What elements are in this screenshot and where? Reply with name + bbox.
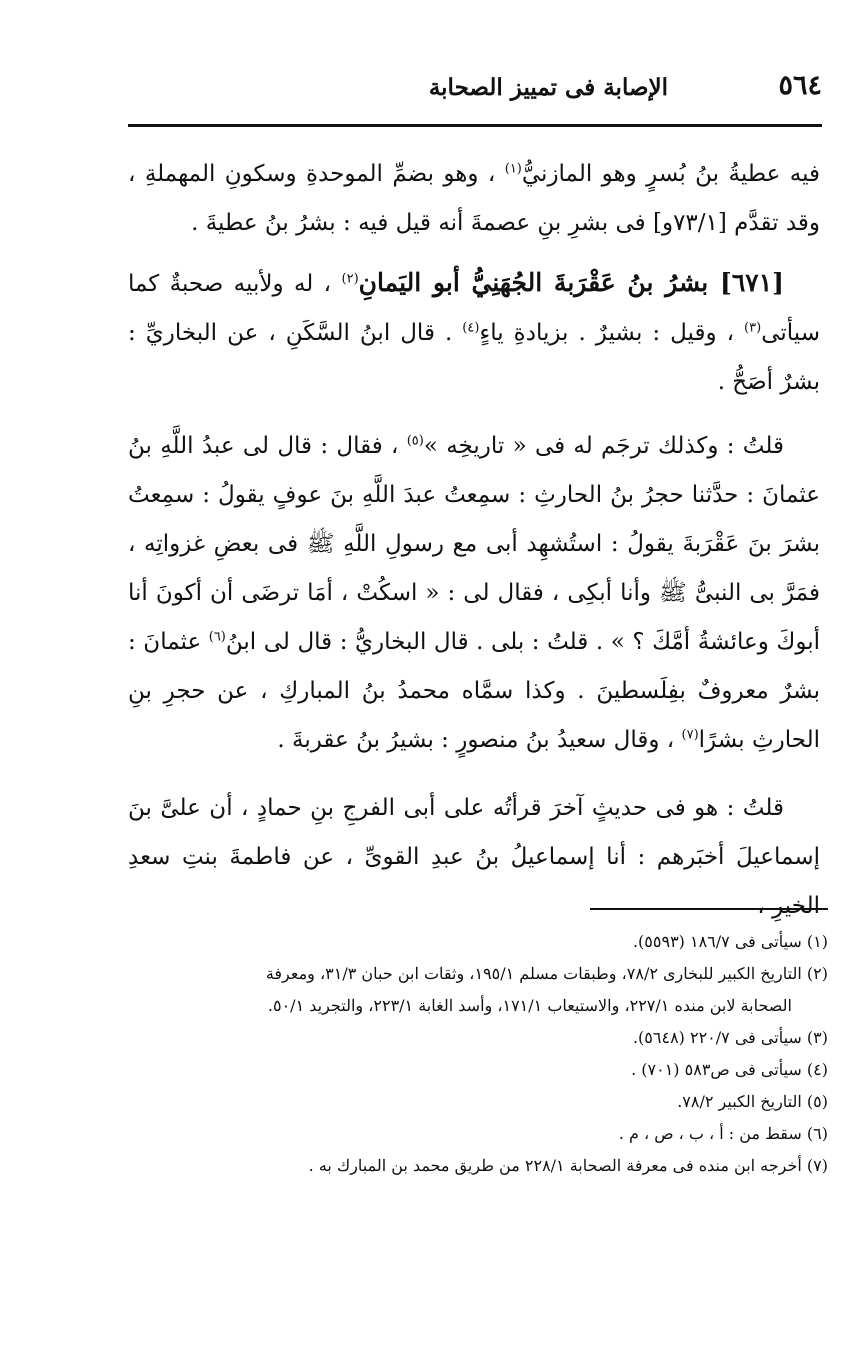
footnote-text: سيأتى فى ص٥٨٣ (٧٠١) . [631,1060,802,1079]
text-run: ، وقيل : بشيرٌ . بزيادةِ ياءٍ [479,320,735,346]
footnote-ref[interactable]: (٣) [744,320,762,336]
footnote [128,926,828,958]
footnote-text: أخرجه ابن منده فى معرفة الصحابة ٢٢٨/١ من طريق محمد بن المبارك به . [308,1156,802,1175]
text-run: ، وقال سعيدُ بنُ منصورٍ : بشيرُ بنُ عقربةَ . [277,727,675,753]
text-run: عثمانَ : بشرٌ معروفٌ بفِلَسطينَ . وكذا سمَّاه محمدُ بنُ المباركِ ، عن حجرِ بنِ الحارثِ بشرًا [128,629,820,753]
footnote-rule [590,908,828,910]
commentary-paragraph [128,784,820,919]
footnote-text: التاريخ الكبير للبخارى ٧٨/٢، وطبقات مسلم ١٩٥/١، وثقات ابن حبان ٣١/٣، ومعرفة [265,964,802,983]
entry-heading: [٦٧١] بشرُ بنُ عَقْرَبةَ الجُهَنِيُّ أبو اليَمانِ [358,268,784,297]
commentary-paragraph [128,422,820,768]
footnote-ref[interactable]: (٢) [341,271,359,287]
footnote-number: (٣) [806,1028,828,1047]
entry-paragraph [128,258,820,406]
footnote-ref[interactable]: (٤) [462,320,480,336]
footnote-number: (٧) [806,1156,828,1175]
footnote-ref[interactable]: (٧) [681,727,699,743]
footnote-number: (٥) [806,1092,828,1111]
footnote [128,1054,828,1086]
page-header [128,70,868,110]
running-title: الإصابة فى تمييز الصحابة [428,74,668,101]
footnote-number: (٤) [806,1060,828,1079]
footnote-ref[interactable]: (١) [504,161,522,177]
text-run: قلتُ : هو فى حديثٍ آخرَ قرأتُه على أبى الفرجِ بنِ حمادٍ ، أن علىَّ بنَ إسماعيلَ أخبَرهم : أنا إسماعيلُ بنُ عبدِ القوىِّ ، عن فاطمةَ بنتِ سعدِ الخيرِ ، [128,795,820,919]
paragraph-continuation [128,150,820,254]
footnote-text: سيأتى فى ٢٢٠/٧ (٥٦٤٨). [632,1028,802,1047]
text-run: فيه عطيةُ بنُ بُسرٍ وهو المازنيُّ [521,161,821,187]
footnote [128,1086,828,1118]
text-run: . قال ابنُ السَّكَنِ ، عن البخاريِّ : بشرٌ أصَحُّ . [128,320,820,395]
footnote-text: التاريخ الكبير ٧٨/٢. [677,1092,802,1111]
footnote [128,1022,828,1054]
footnote-number: (٢) [806,964,828,983]
page-number: ٥٦٤ [778,70,822,101]
footnote-text: سيأتى فى ١٨٦/٧ (٥٥٩٣). [632,932,802,951]
text-run: ، وهو بضمِّ الموحدةِ وسكونِ المهملةِ ، وقد تقدَّم [٧٣/١و] فى بشرِ بنِ عصمةَ أنه قيل فيه : بشرُ بنُ عطيةَ . [128,161,820,236]
footnote-text-continued: الصحابة لابن منده ٢٢٧/١، والاستيعاب ١٧١/١، وأسد الغابة ٢٢٣/١، والتجريد ٥٠/١. [267,996,792,1015]
text-run: قلتُ : وكذلك ترجَم له فى « تاريخِه » [423,433,784,459]
footnote [128,958,828,1022]
footnote-text: سقط من : أ ، ب ، ص ، م . [618,1124,802,1143]
text-run: ، فقال : قال لى عبدُ اللَّهِ بنُ عثمانَ : حدَّثنا حجرُ بنُ الحارثِ : سمِعتُ عبدَ اللَّهِ بنَ عوفٍ يقولُ : سمِعتُ بشرَ بنَ عَقْرَبةَ يقولُ : استُشهِد أبى مع رسولِ اللَّهِ ﷺ فى بعضِ غزواتِه ، فمَرَّ بى النبىُّ ﷺ وأنا أبكِى ، فقال لى : « اسكُتْ ، أمَا ترضَى أن أكونَ أنا أبوكَ وعائشةُ أمَّكَ ؟ » . قلتُ : بلى . قال البخاريُّ : قال لى ابنُ [128,433,821,655]
footnote-number: (١) [806,932,828,951]
footnote-ref[interactable]: (٥) [406,433,424,449]
footnote [128,1118,828,1150]
footnotes [128,926,828,1182]
text-run: ، له ولأبيه صحبةٌ كما سيأتى [128,271,820,346]
footnote-number: (٦) [806,1124,828,1143]
main-text [128,150,821,919]
footnote [128,1150,828,1182]
footnote-ref[interactable]: (٦) [208,629,226,645]
header-rule [128,124,822,127]
